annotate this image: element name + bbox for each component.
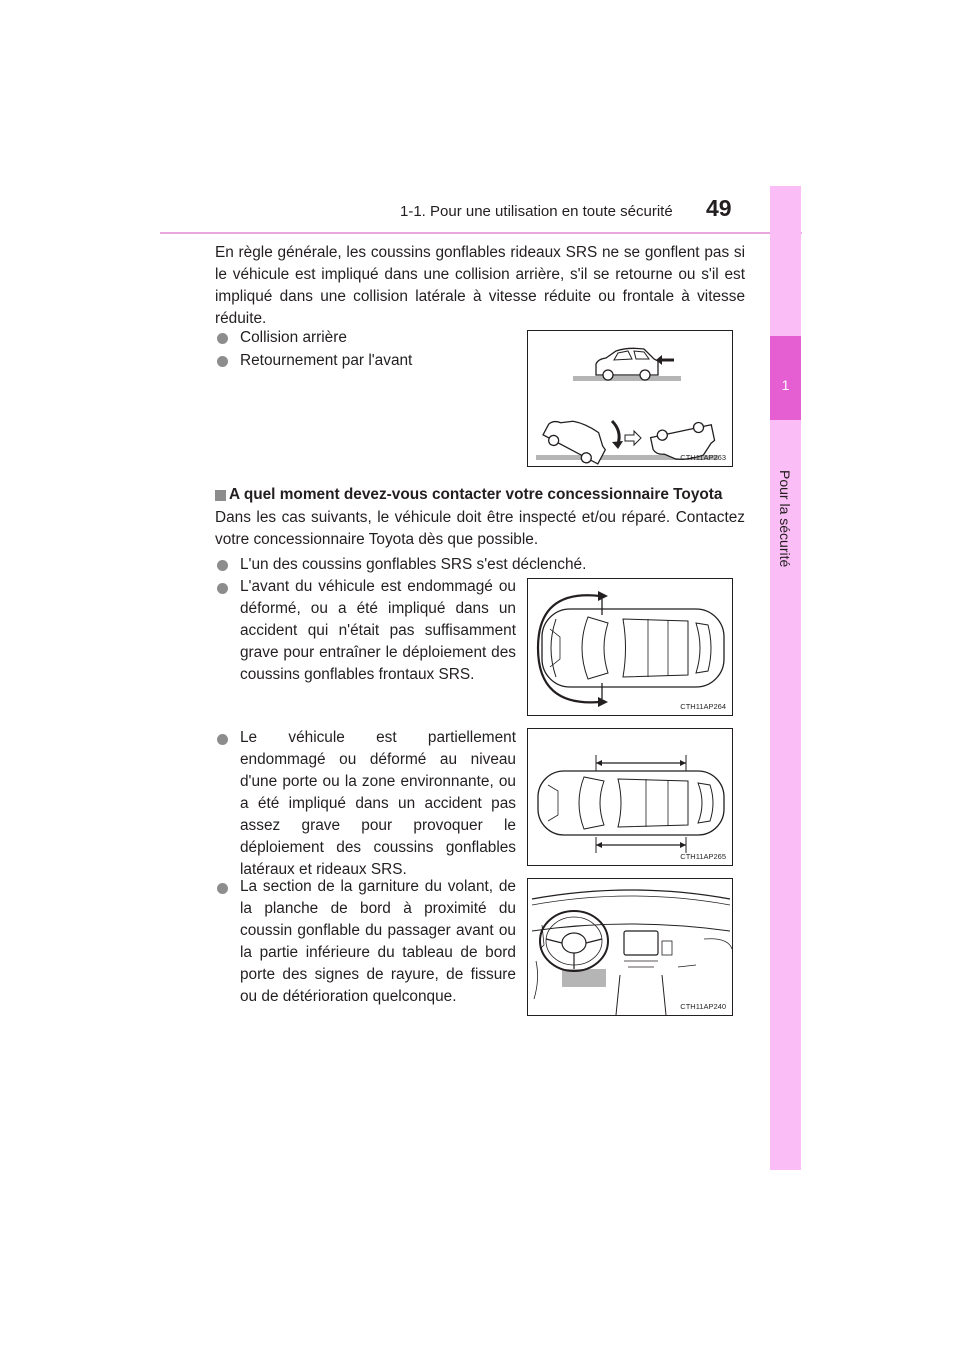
bullet-trim-damaged: La section de la garniture du volant, de la planche de bord à proximité du coussin gonflable du passager avant ou la partie inférieure du tableau de bord porte des signes de rayure, de fissure ou de détérioration quelconque. <box>240 878 516 1005</box>
figure-code: CTH11AP265 <box>680 852 726 861</box>
bullet-dot <box>217 583 228 594</box>
bullet-dot <box>217 734 228 745</box>
bullet-dot <box>217 883 228 894</box>
bullet-rear-collision: Collision arrière <box>240 329 347 346</box>
bullet-airbag-deployed: L'un des coussins gonflables SRS s'est déclenché. <box>240 556 587 573</box>
header-divider <box>160 232 802 234</box>
section-square-icon <box>215 490 226 501</box>
bullet-dot <box>217 333 228 344</box>
bullet-dot <box>217 560 228 571</box>
figure-dashboard-area <box>527 878 733 1016</box>
section-body: Dans les cas suivants, le véhicule doit être inspecté et/ou réparé. Contactez votre concessionnaire Toyota dès que possible. <box>215 509 745 548</box>
running-header: 1-1. Pour une utilisation en toute sécurité <box>400 203 673 220</box>
chapter-side-label: Pour la sécurité <box>777 470 793 568</box>
figure-rear-collision-rollover <box>527 330 733 467</box>
car-top-view-front-zone <box>528 579 734 717</box>
chapter-side-tab <box>770 186 801 1170</box>
bullet-front-rollover: Retournement par l'avant <box>240 352 413 369</box>
bullet-dot <box>217 356 228 367</box>
figure-front-damage-area <box>527 578 733 716</box>
figure-code: CTH11AP263 <box>680 453 726 462</box>
bullet-door-damaged: Le véhicule est partiellement endommagé ou déformé au niveau d'une porte ou la zone environnante, ou a été impliqué dans un accident pas assez grave pour provoquer le déploiement des coussins gonflables latéraux et rideaux SRS. <box>240 729 516 878</box>
car-collision-illustration <box>528 331 734 468</box>
bullet-front-damaged: L'avant du véhicule est endommagé ou déformé, ou a été impliqué dans un accident qui n'était pas suffisamment grave pour entraîner le déploiement des coussins gonflables frontaux SRS. <box>240 578 516 683</box>
car-top-view-side-zone <box>528 729 734 867</box>
dashboard-illustration <box>528 879 734 1017</box>
section-title: A quel moment devez-vous contacter votre concessionnaire Toyota <box>229 486 723 503</box>
page-number: 49 <box>706 195 732 221</box>
figure-code: CTH11AP240 <box>680 1002 726 1011</box>
chapter-number-tab: 1 <box>770 336 801 420</box>
figure-side-damage-area <box>527 728 733 866</box>
figure-code: CTH11AP264 <box>680 702 726 711</box>
intro-paragraph: En règle générale, les coussins gonflables rideaux SRS ne se gonflent pas si le véhicule est impliqué dans une collision arrière, s'il se retourne ou s'il est impliqué dans une collision latérale à vitesse réduite ou frontale à vitesse réduite. <box>215 244 745 327</box>
